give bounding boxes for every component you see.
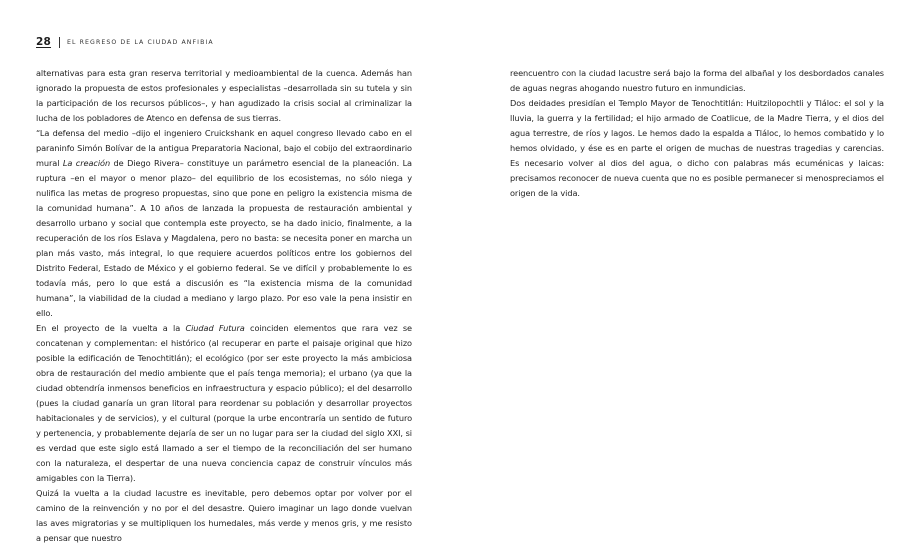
page-number: 28 [36,36,52,48]
right-column [510,66,884,201]
text-run: de Diego Rivera– constituye un parámetro esencial de la planeación. La ruptura –en el mayor o menor plazo– del equilibrio de los ecosistemas, no sólo niega y nulifica las metas de progreso propuestas, sino que pone en peligro la existencia misma de la comunidad humana”. A 10 años de lanzada la propuesta de restauración ambiental y desarrollo urbano y social que contempla este proyecto, se ha dado inicio, finalmente, a la recuperación de los ríos Eslava y Magdalena, pero no basta: se necesita poner en marcha un plan más vasto, más integral, lo que requiere acuerdos políticos entre los gobiernos del Distrito Federal, Estado de México y el gobierno federal. Se ve difícil y probablemente lo es todavía más, pero lo que está a discusión es “la existencia misma de la comunidad humana”, la viabilidad de la ciudad a mediano y largo plazo. Por eso vale la pena insistir en ello. [36,158,412,318]
project-title: Ciudad Futura [185,323,245,333]
paragraph: Dos deidades presidían el Templo Mayor de Tenochtitlán: Huitzilopochtli y Tláloc: el sol y la lluvia, la guerra y la fertilidad; el hijo armado de Coatlicue, de la Madre Tierra, y el dios del agua terrestre, de ríos y lagos. Le hemos dado la espalda a Tláloc, lo hemos combatido y lo hemos olvidado, y ése es en parte el origen de muchas de nuestras tragedias y carencias. Es necesario volver al dios del agua, o dicho con palabras más ecuménicas y laicas: precisamos reconocer de nueva cuenta que no es posible permanecer si menospreciamos el origen de la vida. [510,98,884,198]
running-head: EL REGRESO DE LA CIUDAD ANFIBIA [67,38,214,46]
paragraph-quote [36,126,412,321]
text-run: coinciden elementos que rara vez se concatenan y complementan: el histórico (al recuperar en parte el paisaje original que hizo posible la edificación de Tenochtitlán); el ecológico (por ser este proyecto la más ambiciosa obra de restauración del medio ambiente que el país tenga memoria); el urbano (ya que la ciudad obtendría inmensos beneficios en infraestructura y espacio público); el del desarrollo (pues la ciudad ganaría un gran litoral para reordenar su población y desarrollar proyectos habitacionales y de servicios), y el cultural (porque la urbe encontraría un sentido de futuro y pertenencia, y probablemente dejaría de ser un no lugar para ser la ciudad del siglo XXI, si es verdad que este siglo está llamado a ser el tiempo de la reconciliación del ser humano con la naturaleza, el despertar de una nueva conciencia capaz de construir vínculos más amigables con la Tierra). [36,323,412,483]
header-divider [59,37,60,48]
paragraph: alternativas para esta gran reserva territorial y medioambiental de la cuenca. Además han ignorado la propuesta de estos profesionales y especialistas –desarrollada sin su tutela y sin la participación de los recursos públicos–, y han agudizado la crisis social al criminalizar la lucha de los pobladores de Atenco en defensa de sus tierras. [36,68,412,123]
paragraph: reencuentro con la ciudad lacustre será bajo la forma del albañal y los desbordados canales de aguas negras ahogando nuestro futuro en inmundicias. [510,68,884,93]
paragraph [36,321,412,486]
left-column [36,66,412,546]
page-header [36,36,214,48]
text-run: En el proyecto de la vuelta a la [36,323,186,333]
artwork-title: La creación [62,158,111,168]
text-run: “La defensa del medio –dijo el ingeniero Cruickshank en aquel congreso llevado cabo en el paraninfo Simón Bolívar de la antigua Preparatoria Nacional, bajo el cobijo del extraordinario mural [36,128,412,168]
paragraph: Quizá la vuelta a la ciudad lacustre es inevitable, pero debemos optar por volver por el camino de la reinvención y no por el del desastre. Quiero imaginar un lago donde vuelvan las aves migratorias y se multipliquen los humedales, más verde y menos gris, y me resisto a pensar que nuestro [36,488,412,543]
